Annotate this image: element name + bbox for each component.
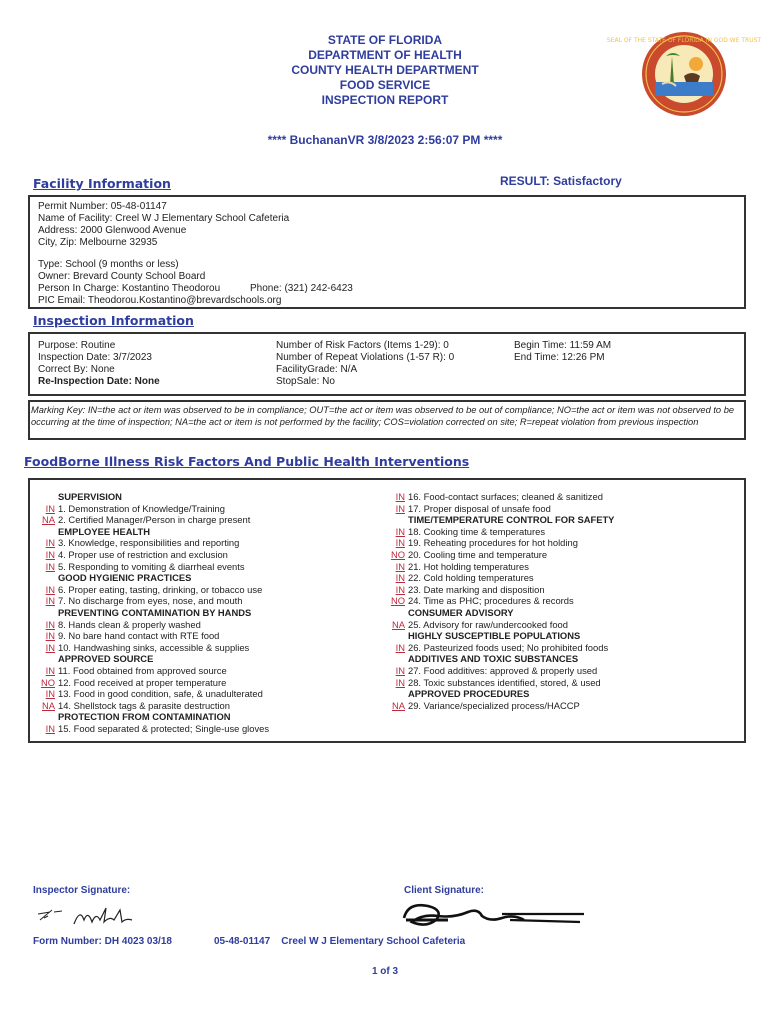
compliance-code: IN [45, 502, 55, 514]
risk-category-label: PROTECTION FROM CONTAMINATION [58, 711, 231, 723]
compliance-code: IN [45, 665, 55, 676]
compliance-code: IN [45, 630, 55, 642]
risk-item-label: 12. Food received at proper temperature [58, 676, 227, 688]
page-number: 1 of 3 [371, 966, 399, 977]
risk-item-label: 24. Time as PHC; procedures & records [408, 595, 574, 607]
seal-text: SEAL OF THE STATE OF FLORIDA IN GOD WE TRUST [606, 37, 762, 44]
risk-factors-box [28, 478, 746, 743]
compliance-code: NA [41, 699, 55, 711]
compliance-code: IN [395, 537, 405, 549]
risk-item-label: 29. Variance/specialized process/HACCP [408, 699, 580, 711]
facility-info-box [28, 195, 746, 309]
risk-item-label: 20. Cooling time and temperature [408, 549, 548, 560]
compliance-code: IN [395, 676, 405, 688]
header-line-county: COUNTY HEALTH DEPARTMENT [291, 63, 479, 77]
risk-column-left [37, 491, 367, 741]
risk-category-label: SUPERVISION [58, 491, 122, 502]
risk-category-label: HIGHLY SUSCEPTIBLE POPULATIONS [408, 630, 581, 642]
risk-item-label: 9. No bare hand contact with RTE food [58, 630, 220, 642]
risk-category-label: APPROVED PROCEDURES [408, 688, 530, 700]
compliance-code: NA [391, 699, 405, 711]
risk-item-label: 1. Demonstration of Knowledge/Training [58, 502, 225, 514]
facility-type: Type: School (9 months or less) [38, 259, 179, 270]
pic-email: PIC Email: Theodorou.Kostantino@brevardschools.org [38, 295, 282, 306]
inspection-purpose: Purpose: Routine [38, 340, 116, 351]
header-line-state: STATE OF FLORIDA [327, 33, 443, 47]
facility-address: Address: 2000 Glenwood Avenue [38, 225, 187, 236]
risk-item-label: 15. Food separated & protected; Single-use gloves [58, 723, 270, 734]
compliance-code: IN [45, 549, 55, 560]
header-line-food-service: FOOD SERVICE [339, 78, 431, 92]
risk-factors-count: Number of Risk Factors (Items 1-29): 0 [276, 340, 449, 351]
risk-factors-section-title: FoodBorne Illness Risk Factors And Public Health Interventions [24, 454, 470, 469]
risk-category-label: ADDITIVES AND TOXIC SUBSTANCES [408, 653, 579, 665]
compliance-code: IN [395, 665, 405, 676]
compliance-code: IN [395, 572, 405, 584]
compliance-code: IN [45, 560, 55, 572]
client-signature-label: Client Signature: [404, 885, 485, 896]
end-time: End Time: 12:26 PM [514, 352, 605, 363]
compliance-code: IN [395, 491, 405, 502]
repeat-violations-count: Number of Repeat Violations (1-57 R): 0 [276, 352, 455, 363]
risk-item-label: 3. Knowledge, responsibilities and reporting [58, 537, 240, 549]
risk-item-label: 6. Proper eating, tasting, drinking, or tobacco use [58, 583, 263, 595]
risk-category-label: EMPLOYEE HEALTH [58, 525, 151, 537]
inspection-section-title: Inspection Information [33, 313, 194, 328]
compliance-code: IN [45, 688, 55, 700]
compliance-code: NO [40, 676, 55, 688]
person-in-charge: Person In Charge: Kostantino Theodorou [38, 283, 221, 294]
risk-item-label: 7. No discharge from eyes, nose, and mouth [58, 595, 243, 607]
compliance-code: IN [395, 502, 405, 514]
risk-item-label: 21. Hot holding temperatures [408, 560, 529, 572]
risk-item-label: 11. Food obtained from approved source [58, 665, 227, 676]
facility-name: Name of Facility: Creel W J Elementary School Cafeteria [38, 213, 290, 224]
risk-category-label: TIME/TEMPERATURE CONTROL FOR SAFETY [408, 514, 615, 526]
inspection-date: Inspection Date: 3/7/2023 [38, 352, 152, 363]
risk-column-right [387, 491, 717, 741]
risk-item-label: 2. Certified Manager/Person in charge present [58, 514, 251, 526]
risk-item-label: 17. Proper disposal of unsafe food [408, 502, 551, 514]
marking-key-box [28, 400, 746, 440]
inspection-info-box [28, 332, 746, 396]
form-number: Form Number: DH 4023 03/18 [33, 936, 172, 947]
risk-item-label: 13. Food in good condition, safe, & unadulterated [58, 688, 263, 700]
permit-number: Permit Number: 05-48-01147 [38, 201, 167, 212]
risk-item-label: 5. Responding to vomiting & diarrheal events [58, 560, 245, 572]
risk-item-label: 26. Pasteurized foods used; No prohibited foods [408, 641, 609, 653]
timestamp-stamp: **** BuchananVR 3/8/2023 2:56:07 PM **** [267, 133, 503, 147]
compliance-code: NA [41, 514, 55, 526]
risk-item-label: 16. Food-contact surfaces; cleaned & sanitized [408, 491, 603, 502]
risk-item-label: 27. Food additives: approved & properly used [408, 665, 598, 676]
reinspection-date: Re-Inspection Date: None [38, 376, 160, 387]
facility-grade: FacilityGrade: N/A [276, 364, 358, 375]
risk-item-label: 14. Shellstock tags & parasite destruction [58, 699, 230, 711]
facility-section-title: Facility Information [33, 176, 171, 191]
inspector-signature-label: Inspector Signature: [33, 885, 131, 896]
risk-item-label: 28. Toxic substances identified, stored, & used [408, 676, 601, 688]
header-line-report: INSPECTION REPORT [321, 93, 449, 107]
compliance-code: IN [45, 583, 55, 595]
risk-category-label: APPROVED SOURCE [58, 653, 154, 665]
risk-item-label: 10. Handwashing sinks, accessible & supplies [58, 641, 250, 653]
compliance-code: IN [395, 583, 405, 595]
compliance-code: IN [45, 723, 55, 734]
inspector-signature [36, 902, 136, 930]
result-status: RESULT: Satisfactory [500, 174, 622, 188]
compliance-code: IN [395, 560, 405, 572]
risk-category-label: GOOD HYGIENIC PRACTICES [58, 572, 192, 584]
compliance-code: NA [391, 618, 405, 630]
risk-item-label: 4. Proper use of restriction and exclusion [58, 549, 228, 560]
florida-seal-logo [606, 30, 762, 118]
compliance-code: IN [395, 641, 405, 653]
compliance-code: IN [45, 618, 55, 630]
risk-category-label: CONSUMER ADVISORY [408, 607, 514, 618]
footer-permit-facility: 05-48-01147 Creel W J Elementary School Cafeteria [214, 936, 466, 947]
risk-item-label: 25. Advisory for raw/undercooked food [408, 618, 568, 630]
compliance-code: NO [390, 595, 405, 607]
risk-category-label: PREVENTING CONTAMINATION BY HANDS [58, 607, 252, 618]
compliance-code: IN [395, 525, 405, 537]
compliance-code: IN [45, 537, 55, 549]
begin-time: Begin Time: 11:59 AM [514, 340, 612, 351]
facility-owner: Owner: Brevard County School Board [38, 271, 206, 282]
compliance-code: IN [45, 641, 55, 653]
correct-by: Correct By: None [38, 364, 115, 375]
stop-sale: StopSale: No [276, 376, 335, 387]
risk-item-label: 8. Hands clean & properly washed [58, 618, 201, 630]
facility-city-zip: City, Zip: Melbourne 32935 [38, 237, 158, 248]
compliance-code: IN [45, 595, 55, 607]
risk-item-label: 23. Date marking and disposition [408, 583, 545, 595]
risk-item-label: 22. Cold holding temperatures [408, 572, 534, 584]
compliance-code: NO [390, 549, 405, 560]
pic-phone: Phone: (321) 242-6423 [250, 283, 353, 294]
marking-key-text: Marking Key: IN=the act or item was observed to be in compliance; OUT=the act or item was observed to be out of compliance; NO=the act or item was not observed to be occurring at the time of inspection; NA=the act or item is not performed by the facility; COS=violation corrected on site; R=repeat violation from previous inspection [31, 405, 735, 427]
client-signature [398, 898, 588, 932]
risk-item-label: 19. Reheating procedures for hot holding [408, 537, 578, 549]
risk-item-label: 18. Cooking time & temperatures [408, 525, 546, 537]
header-line-department: DEPARTMENT OF HEALTH [308, 48, 462, 62]
